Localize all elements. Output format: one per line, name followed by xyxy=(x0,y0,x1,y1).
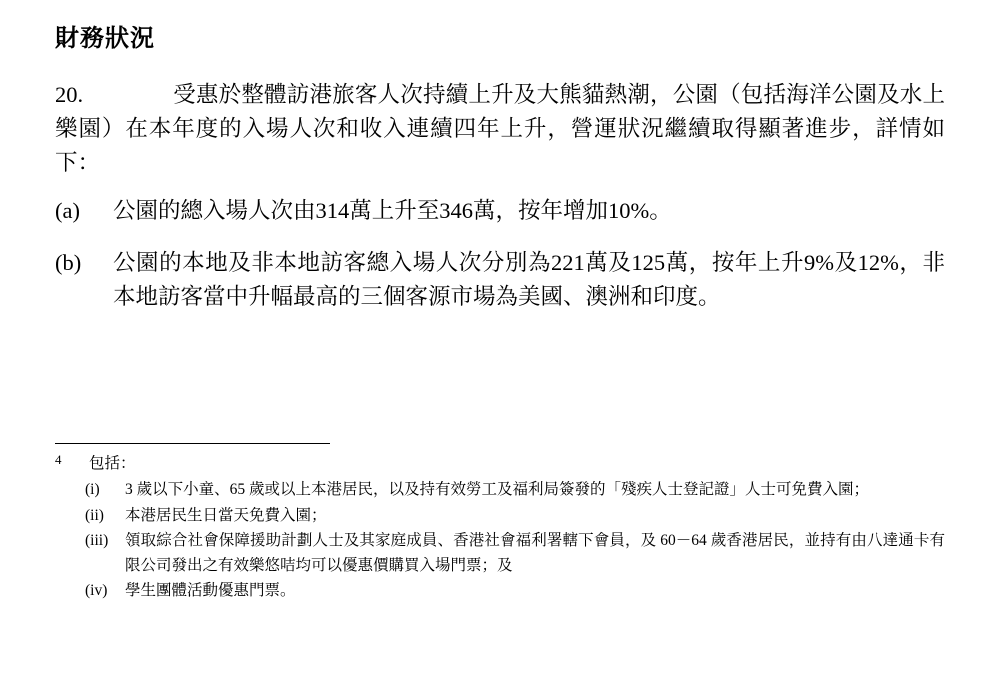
paragraph-text: 受惠於整體訪港旅客人次持續上升及大熊貓熱潮，公園（包括海洋公園及水上樂園）在本年度的入場人次和收入連續四年上升，營運狀況繼續取得顯著進步，詳情如下： xyxy=(55,82,945,175)
list-item xyxy=(55,194,945,228)
list-item-text: 公園的總入場人次由314萬上升至346萬，按年增加10%。 xyxy=(113,198,672,223)
footnote-item xyxy=(55,478,945,503)
paragraph-number: 20. xyxy=(55,82,84,107)
sub-item-list xyxy=(55,194,945,314)
list-item-label: (a) xyxy=(55,198,80,223)
footnote-block xyxy=(55,452,945,605)
footnote-item-text: 領取綜合社會保障援助計劃人士及其家庭成員、香港社會福利署轄下會員，及 60－64 歲香港居民，並持有由八達通卡有限公司發出之有效樂悠咭均可以優惠價購買入場門票；及 xyxy=(125,532,945,574)
footnote-item xyxy=(55,579,945,604)
footnote-item-label: (iii) xyxy=(85,532,109,549)
page-title: 財務狀況 xyxy=(55,26,155,52)
footnote-item-label: (iv) xyxy=(85,582,108,599)
footnote-item-label: (ii) xyxy=(85,506,104,524)
footnote-item xyxy=(55,504,945,529)
footnote-item-text: 學生團體活動優惠門票。 xyxy=(125,582,296,599)
footnote-item xyxy=(55,529,945,578)
footnote-marker: 4 xyxy=(55,452,62,467)
list-item-text: 公園的本地及非本地訪客總入場人次分別為221萬及125萬，按年上升9%及12%，非本地訪客當中升幅最高的三個客源市場為美國、澳洲和印度。 xyxy=(113,250,945,309)
footnote-intro xyxy=(55,452,945,476)
footnote-item-label: (i) xyxy=(85,481,100,498)
footnote-item-text: 本港居民生日當天免費入園； xyxy=(125,506,327,524)
footnote-intro-text: 包括： xyxy=(89,455,136,472)
footnote-separator xyxy=(55,443,330,444)
list-item xyxy=(55,246,945,314)
footnote-item-text: 3 歲以下小童、65 歲或以上本港居民，以及持有效勞工及福利局簽發的「殘疾人士登記證」人士可免費入園； xyxy=(125,481,870,498)
list-item-label: (b) xyxy=(55,250,82,275)
paragraph-20 xyxy=(55,78,945,180)
body-content xyxy=(55,78,945,332)
